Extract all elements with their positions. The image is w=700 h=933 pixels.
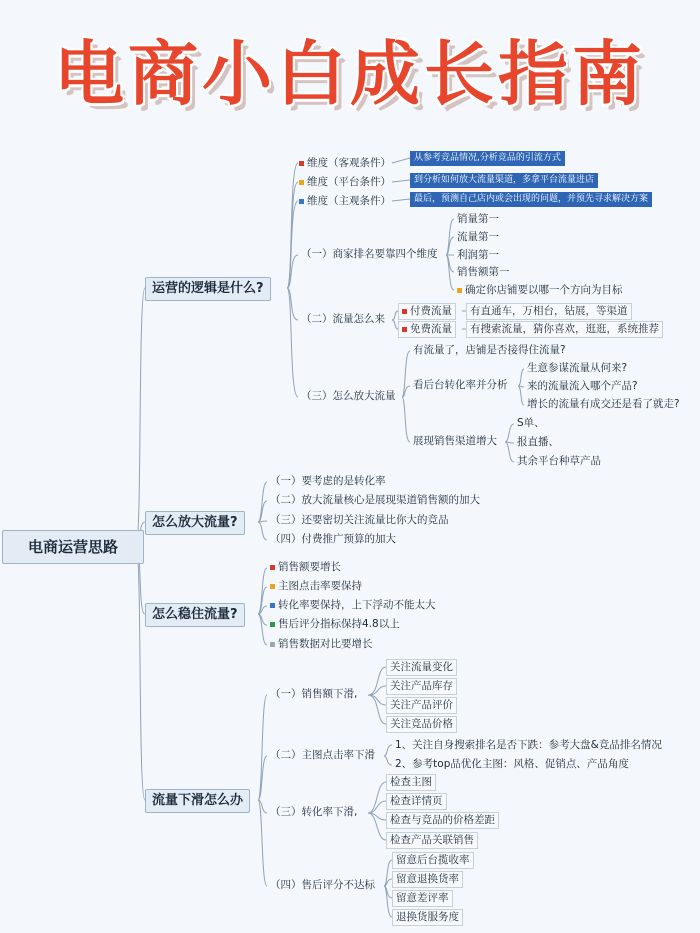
orange-marker-icon [299,180,304,185]
dimension-note: 最后，预测自己店内或会出现的问题，并预先寻求解决方案 [410,192,652,207]
green-marker-icon [270,622,275,627]
root-node: 电商运营思路 [2,530,144,564]
list-item: 销售数据对比要增长 [267,637,376,652]
list-item: 检查产品关联销售 [386,832,478,849]
dimension-note: 到分析如何放大流量渠道，多拿平台流量进店 [410,173,598,188]
list-item: 利润第一 [457,249,499,261]
dimension-objective: 维度（客观条件） [296,156,394,171]
list-item: 关注竞品价格 [386,716,457,733]
flag-icon [402,309,407,314]
list-item: S单、 [517,417,545,429]
branch-operation-logic: 运营的逻辑是什么? [145,277,271,301]
list-item: 销售额要增长 [267,560,344,575]
free-traffic: 免费流量 [398,321,456,338]
sub-ranking-dimensions: （一）商家排名要靠四个维度 [301,248,438,260]
list-item: （二）放大流量核心是展现渠道销售额的加大 [270,494,480,506]
list-item: （四）付费推广预算的加大 [270,533,396,545]
list-item: 转化率要保持，上下浮动不能太大 [267,598,439,613]
channel-expansion: 展现销售渠道增大 [413,435,497,447]
list-item: 生意参谋流量从何来? [527,362,628,374]
list-item: 检查主图 [386,774,436,791]
paid-traffic-desc: 有直通车，万相台，钻展，等渠道 [466,303,632,320]
paid-traffic: 付费流量 [398,303,456,320]
list-item: （一）要考虑的是转化率 [270,475,386,487]
list-item: 确定你店铺要以哪一个方向为目标 [454,283,626,298]
free-traffic-desc: 有搜索流量，猜你喜欢，逛逛，系统推荐 [466,321,663,338]
list-item: 关注产品评价 [386,697,457,714]
list-item: 销量第一 [457,213,499,225]
sub-traffic-source: （二）流量怎么来 [301,313,385,325]
list-item: 留意差评率 [392,890,453,907]
dimension-platform: 维度（平台条件） [296,175,394,190]
branch-stabilize-traffic: 怎么稳住流量? [145,603,245,627]
page-title: 电商小白成长指南 [54,33,646,115]
conversion-analysis: 看后台转化率并分析 [413,379,508,391]
list-item: 主图点击率要保持 [267,579,365,594]
sub-conversion-decline: （三）转化率下滑, [270,806,358,818]
list-item: 关注产品库存 [386,678,457,695]
list-item: 售后评分指标保持4.8以上 [267,617,403,632]
dimension-subjective: 维度（主观条件） [296,194,394,209]
sub-ctr-decline: （二）主图点击率下滑 [270,749,375,761]
connector [136,288,145,546]
flag-icon [402,327,407,332]
sub-sales-decline: （一）销售额下滑, [270,688,358,700]
list-item: 增长的流量有成交还是看了就走? [527,398,680,410]
list-item: 留意后台揽收率 [392,852,474,869]
sub-after-sales: （四）售后评分不达标 [270,879,375,891]
list-item: 2、参考top品优化主图：风格、促销点、产品角度 [395,758,629,770]
dimension-note: 从参考竞品情况,分析竞品的引流方式 [410,151,565,166]
list-item: 检查详情页 [386,793,447,810]
list-item: 销售额第一 [457,266,510,278]
list-item: 其余平台种草产品 [517,455,601,467]
branch-amplify-traffic: 怎么放大流量? [145,511,245,535]
list-item: 1、关注自身搜索排名是否下跌：参考大盘&竞品排名情况 [395,739,662,751]
list-item: （三）还要密切关注流量比你大的竞品 [270,514,449,526]
gray-marker-icon [270,642,275,647]
connector [287,288,298,397]
traffic-question: 有流量了，店铺是否接得住流量? [413,344,566,356]
list-item: 关注流量变化 [386,659,457,676]
blue-marker-icon [299,199,304,204]
list-item: 检查与竞品的价格差距 [386,812,499,829]
blue-marker-icon [270,603,275,608]
list-item: 留意退换货率 [392,871,463,888]
red-marker-icon [270,565,275,570]
orange-marker-icon [457,288,462,293]
list-item: 流量第一 [457,231,499,243]
list-item: 报直播、 [517,436,559,448]
branch-traffic-decline: 流量下滑怎么办 [145,789,250,813]
red-marker-icon [299,161,304,166]
orange-marker-icon [270,584,275,589]
list-item: 退换货服务度 [392,909,463,926]
sub-amplify-traffic: （三）怎么放大流量 [301,390,396,402]
list-item: 来的流量流入哪个产品? [527,380,638,392]
